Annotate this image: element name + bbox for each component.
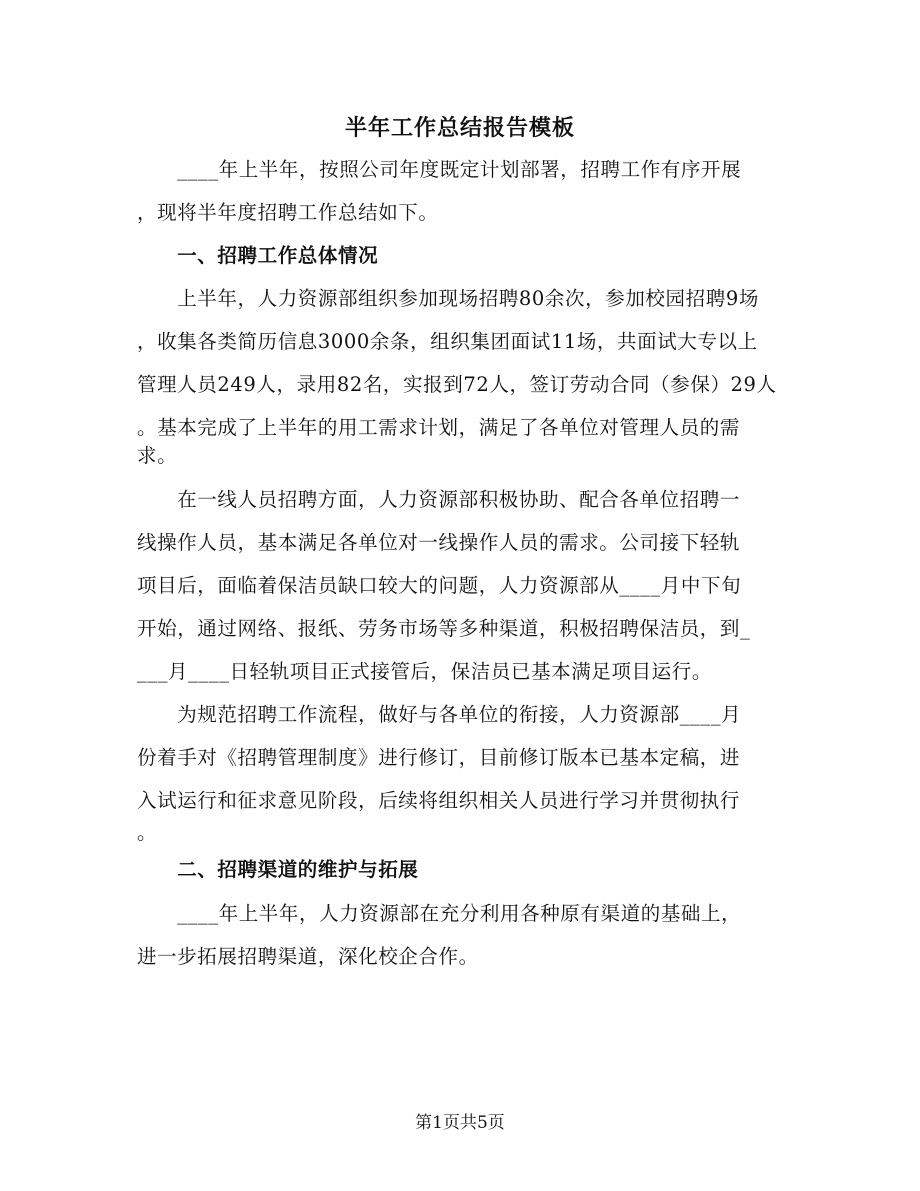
paragraph-line: 项目后，面临着保洁员缺口较大的问题，人力资源部从____月中下旬 (137, 574, 742, 597)
section-heading: 二、招聘渠道的维护与拓展 (137, 858, 419, 881)
paragraph-line: ___月____日轻轨项目正式接管后，保洁员已基本满足项目运行。 (137, 660, 712, 683)
document-title: 半年工作总结报告模板 (344, 115, 575, 141)
paragraph-line: 入试运行和征求意见阶段，后续将组织相关人员进行学习并贯彻执行 (137, 789, 741, 812)
paragraph-line: 上半年，人力资源部组织参加现场招聘80余次，参加校园招聘9场 (137, 287, 759, 310)
section-heading: 一、招聘工作总体情况 (137, 244, 379, 267)
paragraph-line: 管理人员249人，录用82名，实报到72人，签订劳动合同（参保）29人 (137, 373, 777, 396)
page-number-footer: 第1页共5页 (415, 1113, 505, 1133)
paragraph-line: ____年上半年，按照公司年度既定计划部署，招聘工作有序开展 (137, 158, 742, 181)
paragraph-line: ，现将半年度招聘工作总结如下。 (137, 201, 439, 224)
paragraph-line: ____年上半年，人力资源部在充分利用各种原有渠道的基础上， (137, 902, 742, 925)
paragraph-line: 为规范招聘工作流程，做好与各单位的衔接，人力资源部____月 (137, 703, 742, 726)
paragraph-line: 线操作人员，基本满足各单位对一线操作人员的需求。公司接下轻轨 (137, 531, 741, 554)
paragraph-line: 。 (137, 821, 158, 844)
paragraph-line: 份着手对《招聘管理制度》进行修订，目前修订版本已基本定稿，进 (137, 746, 741, 769)
paragraph-line: 求。 (137, 444, 178, 467)
paragraph-line: 开始，通过网络、报纸、劳务市场等多种渠道，积极招聘保洁员，到_ (137, 617, 751, 640)
paragraph-line: 在一线人员招聘方面，人力资源部积极协助、配合各单位招聘一 (137, 488, 741, 511)
paragraph-line: 。基本完成了上半年的用工需求计划，满足了各单位对管理人员的需 (137, 416, 741, 439)
paragraph-line: ，收集各类简历信息3000余条，组织集团面试11场，共面试大专以上 (137, 330, 758, 353)
paragraph-line: 进一步拓展招聘渠道，深化校企合作。 (137, 945, 479, 968)
